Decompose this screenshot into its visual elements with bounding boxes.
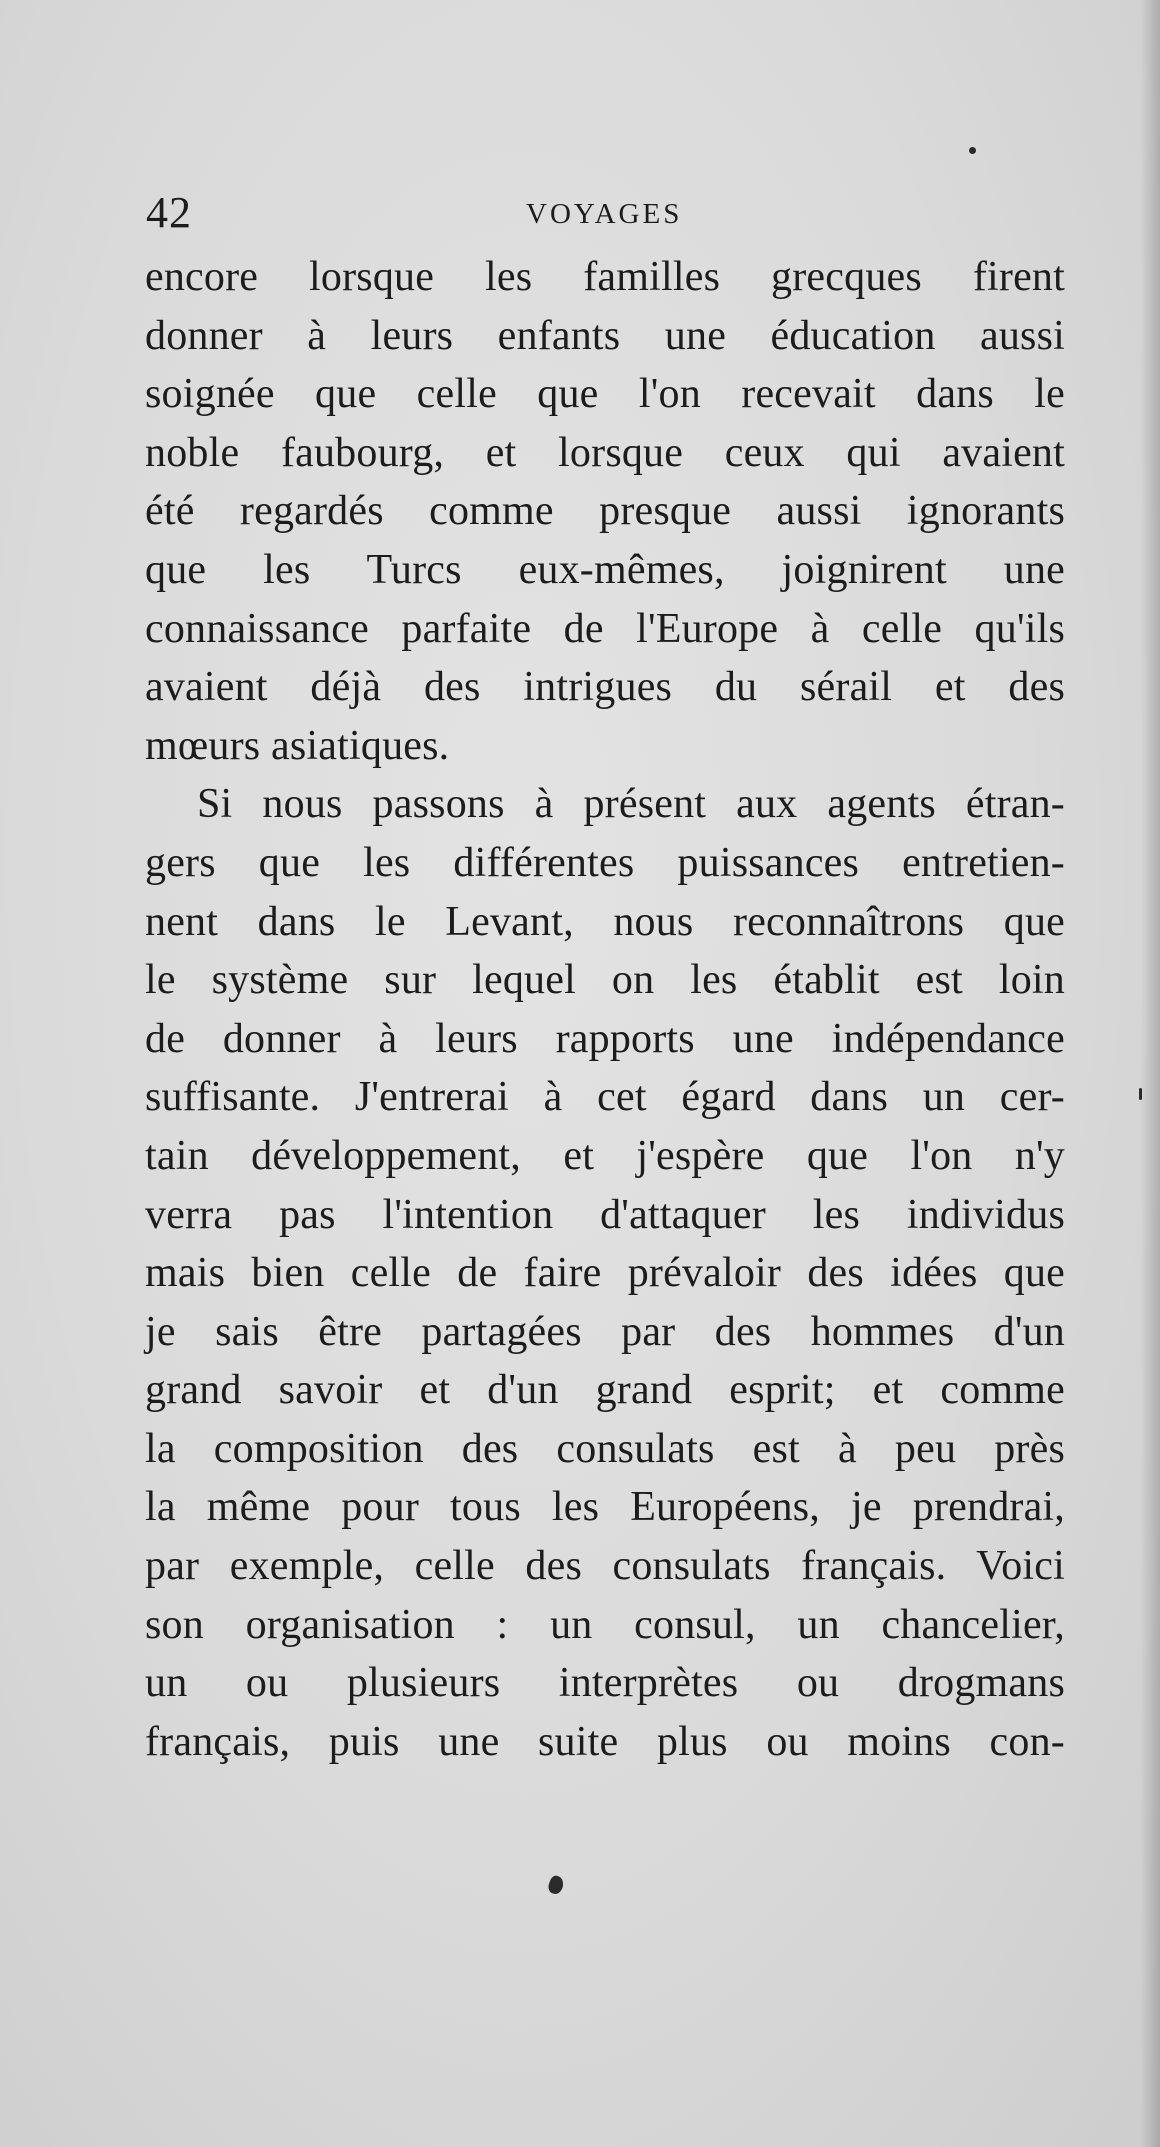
ink-speck [1139, 1088, 1142, 1100]
text-line: avaient déjà des intrigues du sérail et des [145, 664, 1065, 711]
paragraph-first-line: Si nous passons à présent aux agents étran- [197, 781, 1065, 828]
text-line: été regardés comme presque aussi ignorants [145, 488, 1065, 535]
ink-blot [546, 1874, 565, 1896]
text-line: donner à leurs enfants une éducation aussi [145, 312, 1065, 359]
page-number: 42 [146, 188, 192, 237]
text-line: de donner à leurs rapports une indépendance [145, 1015, 1065, 1062]
text-line: un ou plusieurs interprètes ou drogmans [145, 1660, 1065, 1707]
text-line: mœurs asiatiques. [145, 722, 450, 769]
text-line: la composition des consulats est à peu près [145, 1425, 1065, 1472]
text-line: la même pour tous les Européens, je prendrai, [145, 1484, 1065, 1531]
text-line: encore lorsque les familles grecques firent [145, 254, 1065, 300]
text-line: mais bien celle de faire prévaloir des idées que [145, 1250, 1065, 1297]
page-header [140, 188, 1060, 238]
text-line: le système sur lequel on les établit est loin [145, 957, 1065, 1004]
text-line: gers que les différentes puissances entretien- [145, 839, 1065, 886]
page-edge-shadow [1140, 0, 1160, 2147]
text-line: son organisation : un consul, un chancelier, [145, 1601, 1065, 1648]
text-line: noble faubourg, et lorsque ceux qui avaient [145, 429, 1065, 476]
text-line: par exemple, celle des consulats français. Voici [145, 1543, 1065, 1590]
text-line: connaissance parfaite de l'Europe à celle qu'ils [145, 605, 1065, 652]
text-line: tain développement, et j'espère que l'on n'y [145, 1132, 1065, 1179]
text-line: que les Turcs eux-mêmes, joignirent une [145, 546, 1065, 593]
body-text [145, 248, 1065, 1771]
ink-speck [969, 147, 976, 154]
running-head: VOYAGES [526, 198, 683, 230]
text-line: français, puis une suite plus ou moins con- [145, 1718, 1065, 1765]
text-line: suffisante. J'entrerai à cet égard dans un cer- [145, 1074, 1065, 1121]
text-line: grand savoir et d'un grand esprit; et comme [145, 1367, 1065, 1414]
text-line: verra pas l'intention d'attaquer les individus [145, 1191, 1065, 1238]
text-line: soignée que celle que l'on recevait dans le [145, 371, 1065, 418]
text-line: je sais être partagées par des hommes d'un [145, 1308, 1065, 1355]
text-line: nent dans le Levant, nous reconnaîtrons que [145, 898, 1065, 945]
